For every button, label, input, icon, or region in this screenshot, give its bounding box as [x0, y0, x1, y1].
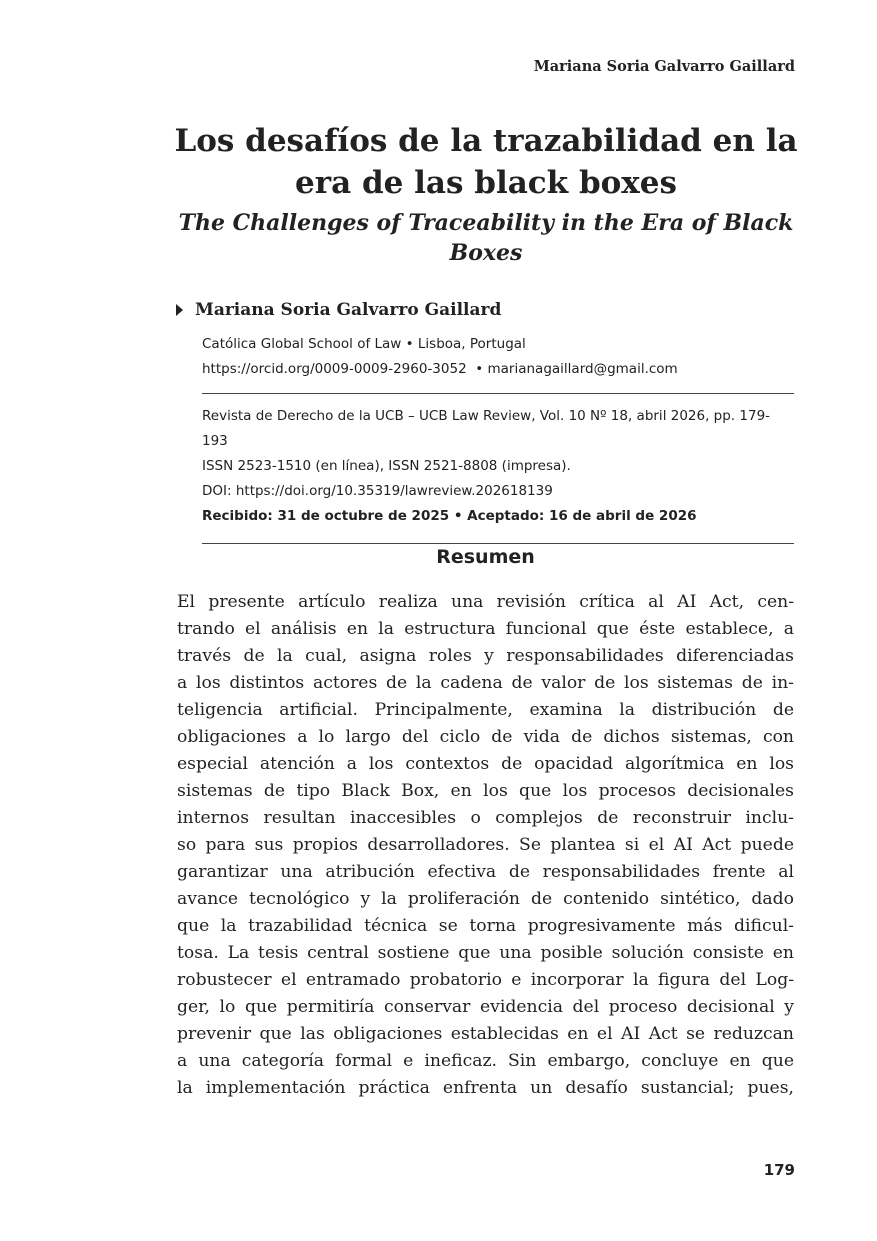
abstract-line: especial atención a los contextos de opacidad algorítmica en los — [177, 754, 794, 774]
article-subtitle: The Challenges of Traceability in the Era of Black Boxes — [178, 210, 794, 266]
author-affiliation-block — [202, 332, 678, 382]
publication-info — [202, 393, 794, 544]
abstract-line: a una categoría formal e ineficaz. Sin embargo, concluye en que — [177, 1051, 794, 1071]
abstract-line: ger, lo que permitiría conservar evidencia del proceso decisional y — [177, 997, 794, 1017]
abstract-line: obligaciones a lo largo del ciclo de vida de dichos sistemas, con — [177, 727, 794, 747]
author-name: Mariana Soria Galvarro Gaillard — [195, 300, 502, 320]
abstract-line: sistemas de tipo Black Box, en los que los procesos decisionales — [177, 781, 794, 801]
abstract-line: garantizar una atribución efectiva de responsabilidades frente al — [177, 862, 794, 882]
abstract-line: avance tecnológico y la proliferación de contenido sintético, dado — [177, 889, 794, 909]
title-block — [150, 120, 822, 268]
abstract-line: robustecer el entramado probatorio e incorporar la figura del Log- — [177, 970, 794, 990]
journal-citation: Revista de Derecho de la UCB – UCB Law Review, Vol. 10 Nº 18, abril 2026, pp. 179-193 — [202, 408, 771, 449]
abstract-line: a los distintos actores de la cadena de valor de los sistemas de in- — [177, 673, 794, 693]
received-accepted-dates: Recibido: 31 de octubre de 2025 • Aceptado: 16 de abril de 2026 — [202, 508, 697, 524]
issn: ISSN 2523-1510 (en línea), ISSN 2521-8808 (impresa). — [202, 458, 571, 474]
abstract-line: tosa. La tesis central sostiene que una posible solución consiste en — [177, 943, 794, 963]
abstract-line: El presente artículo realiza una revisión crítica al AI Act, cen- — [177, 592, 794, 612]
author-contact: https://orcid.org/0009-0009-2960-3052 • marianagaillard@gmail.com — [202, 361, 678, 377]
article-title: Los desafíos de la trazabilidad en la era de las black boxes — [174, 123, 798, 201]
abstract-line: teligencia artificial. Principalmente, examina la distribución de — [177, 700, 794, 720]
abstract-line: trando el análisis en la estructura funcional que éste establece, a — [177, 619, 794, 639]
doi: DOI: https://doi.org/10.35319/lawreview.202618139 — [202, 483, 553, 499]
abstract-line: que la trazabilidad técnica se torna progresivamente más dificul- — [177, 916, 794, 936]
abstract-line: través de la cual, asigna roles y responsabilidades diferenciadas — [177, 646, 794, 666]
triangle-bullet-icon — [176, 304, 183, 316]
abstract-line: prevenir que las obligaciones establecidas en el AI Act se reduzcan — [177, 1024, 794, 1044]
author-affiliation: Católica Global School of Law • Lisboa, Portugal — [202, 336, 526, 352]
abstract-body — [177, 589, 794, 1102]
abstract-line: internos resultan inaccesibles o complejos de reconstruir inclu- — [177, 808, 794, 828]
running-head: Mariana Soria Galvarro Gaillard — [533, 58, 795, 75]
author-line — [176, 300, 501, 320]
page-number: 179 — [763, 1161, 795, 1179]
abstract-heading: Resumen — [436, 546, 535, 568]
abstract-line: so para sus propios desarrolladores. Se plantea si el AI Act puede — [177, 835, 794, 855]
abstract-line: la implementación práctica enfrenta un desafío sustancial; pues, — [177, 1078, 794, 1098]
